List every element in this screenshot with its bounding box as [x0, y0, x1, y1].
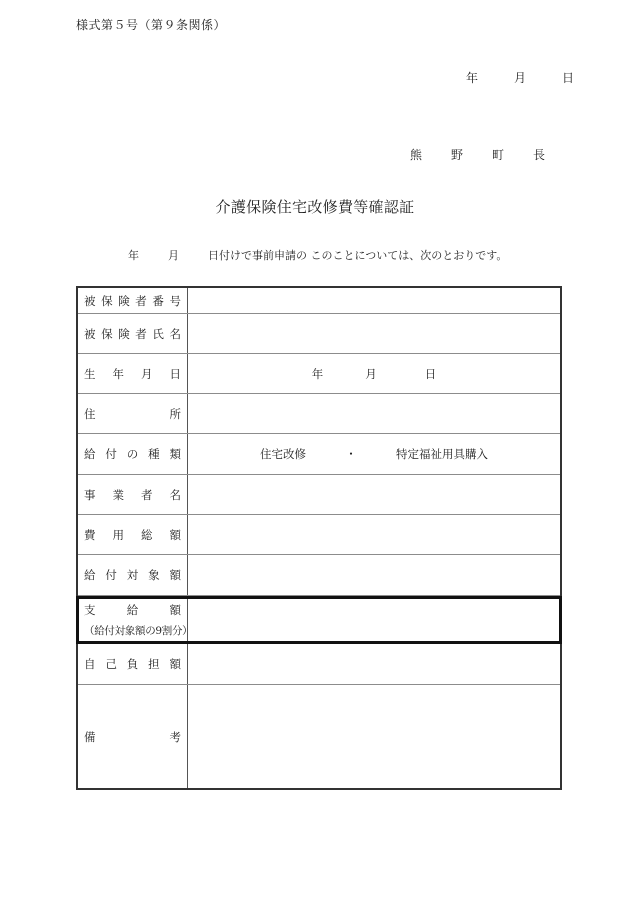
- label-payment-amount-note: （給付対象額の9割分）: [84, 625, 193, 637]
- label-eligible-amount: 給 付 対 象 額: [78, 555, 188, 595]
- label-copayment: 自 己 負 担 額: [78, 644, 188, 684]
- intro-text: 日付けで事前申請の このことについては、次のとおりです。: [208, 249, 508, 262]
- insured-name-field[interactable]: [188, 314, 560, 353]
- table-row-insured-name: [78, 314, 560, 354]
- table-row-birth-date: [78, 354, 560, 394]
- birth-year-label: 年: [311, 366, 324, 381]
- table-row-business-name: [78, 475, 560, 515]
- copayment-field[interactable]: [188, 644, 560, 684]
- table-row-total-cost: [78, 515, 560, 555]
- payment-amount-field[interactable]: [188, 596, 560, 644]
- issuer-char: 長: [533, 148, 546, 162]
- table-row-insured-number: [78, 288, 560, 314]
- issuer-char: 熊: [410, 148, 423, 162]
- table-row-payment-amount: [78, 596, 560, 644]
- label-payment-amount: 支 給 額 （給付対象額の9割分）: [78, 596, 188, 644]
- separator-dot: ・: [345, 447, 357, 461]
- label-remarks: 備 考: [78, 685, 188, 788]
- business-name-field[interactable]: [188, 475, 560, 514]
- date-day-label: 日: [562, 71, 575, 85]
- table-row-eligible-amount: [78, 555, 560, 596]
- insured-number-field[interactable]: [188, 288, 560, 313]
- birth-month-label: 月: [365, 366, 377, 381]
- option-welfare-equipment[interactable]: 特定福祉用具購入: [396, 447, 488, 461]
- document-title: 介護保険住宅改修費等確認証: [215, 198, 415, 216]
- eligible-amount-field[interactable]: [188, 555, 560, 595]
- label-insured-number: 被 保 険 者 番 号: [78, 288, 188, 313]
- birth-day-label: 日: [424, 366, 437, 381]
- benefit-type-field: [188, 434, 560, 474]
- intro-month-label: 月: [168, 249, 179, 262]
- table-row-benefit-type: [78, 434, 560, 475]
- label-birth-date: 生 年 月 日: [78, 354, 188, 393]
- label-benefit-type: 給 付 の 種 類: [78, 434, 188, 474]
- date-month-label: 月: [514, 71, 527, 85]
- form-number: 様式第５号（第９条関係）: [76, 18, 227, 32]
- issuer-char: 町: [492, 148, 505, 162]
- label-total-cost: 費 用 総 額: [78, 515, 188, 554]
- total-cost-field[interactable]: [188, 515, 560, 554]
- issue-date: [466, 69, 574, 86]
- issuer-char: 野: [451, 148, 464, 162]
- intro-year-label: 年: [128, 249, 139, 262]
- confirmation-table: [76, 286, 562, 790]
- issuer-name: [410, 146, 574, 163]
- intro-sentence: [128, 247, 507, 263]
- table-row-remarks: [78, 685, 560, 788]
- table-row-copayment: [78, 644, 560, 685]
- label-address: 住 所: [78, 394, 188, 433]
- label-insured-name: 被 保 険 者 氏 名: [78, 314, 188, 353]
- label-business-name: 事 業 者 名: [78, 475, 188, 514]
- birth-date-field[interactable]: [188, 354, 560, 393]
- table-row-address: [78, 394, 560, 434]
- date-year-label: 年: [466, 71, 479, 85]
- option-home-renovation[interactable]: 住宅改修: [260, 447, 306, 461]
- address-field[interactable]: [188, 394, 560, 433]
- remarks-field[interactable]: [188, 685, 560, 788]
